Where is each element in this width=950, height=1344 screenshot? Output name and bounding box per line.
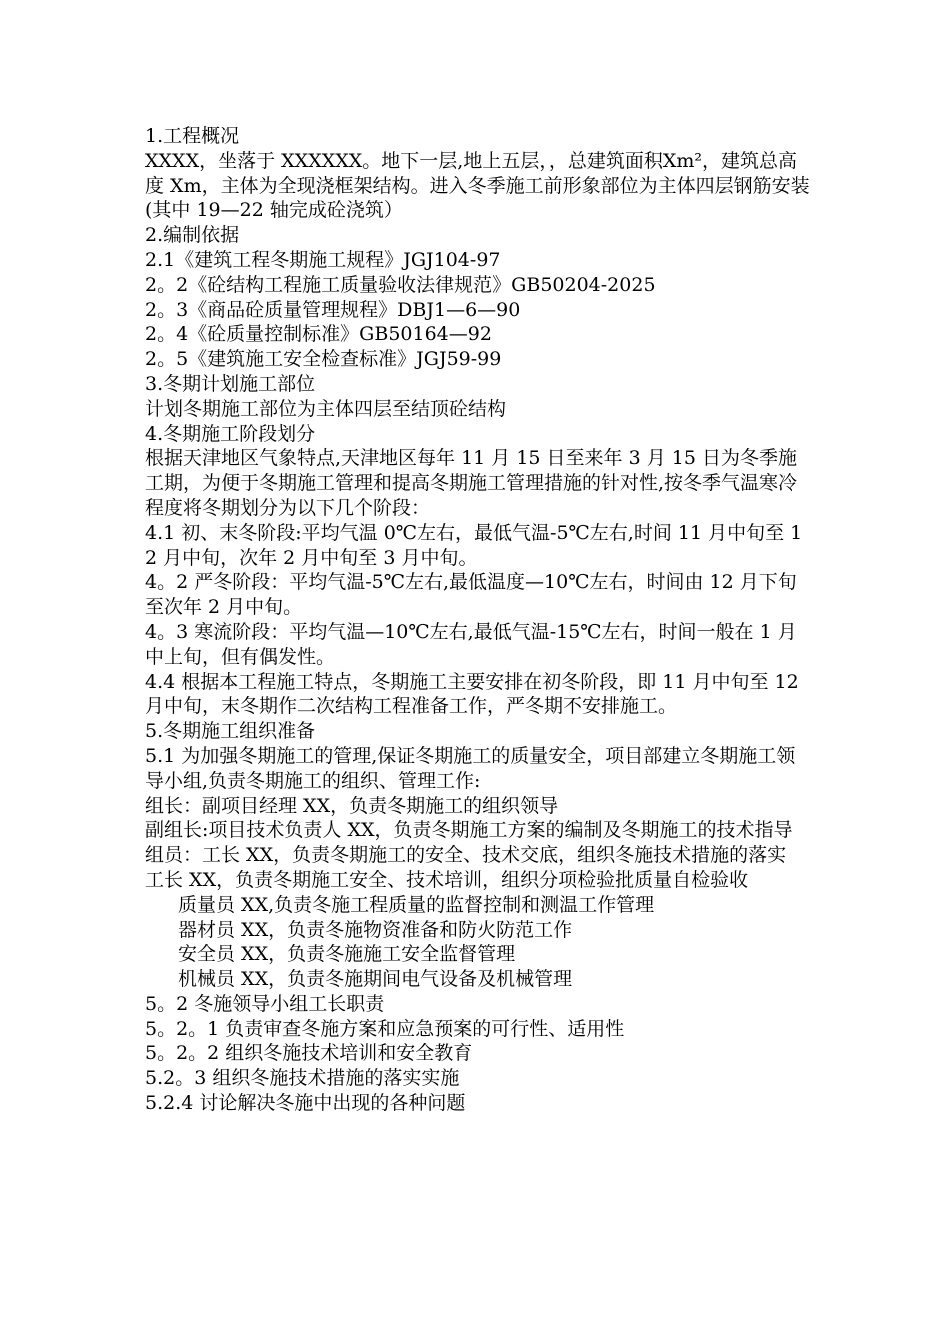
document-paragraph: 安全员 XX，负责冬施施工安全监督管理 (178, 943, 516, 966)
document-paragraph: 4.1 初、末冬阶段:平均气温 0℃左右，最低气温-5℃左右,时间 11 月中旬至 12 月中旬，次年 2 月中旬至 3 月中旬。 (145, 521, 803, 569)
document-body (145, 124, 810, 1116)
document-paragraph: 1.工程概况 (145, 125, 240, 147)
document-paragraph: 4。3 寒流阶段：平均气温—10℃左右,最低气温-15℃左右，时间一般在 1 月中上旬，但有偶发性。 (145, 620, 797, 668)
document-paragraph: 5.2.4 讨论解决冬施中出现的各种问题 (145, 1092, 466, 1115)
document-paragraph: XXXX，坐落于 XXXXXX。地下一层,地上五层，，总建筑面积Xm²，建筑总高度 Xm，主体为全现浇框架结构。进入冬季施工前形象部位为主体四层钢筋安装(其中 19—22 轴完成砼浇筑） (145, 149, 810, 222)
document-paragraph: 副组长:项目技术负责人 XX，负责冬期施工方案的编制及冬期施工的技术指导 (145, 819, 793, 842)
document-paragraph: 2。5《建筑施工安全检查标准》JGJ59-99 (145, 348, 502, 371)
document-paragraph: 5。2。2 组织冬施技术培训和安全教育 (145, 1042, 473, 1065)
document-paragraph: 工长 XX，负责冬期施工安全、技术培训，组织分项检验批质量自检验收 (145, 868, 749, 891)
document-paragraph: 计划冬期施工部位为主体四层至结顶砼结构 (145, 397, 507, 420)
document-paragraph: 2。4《砼质量控制标准》GB50164—92 (145, 323, 492, 346)
document-paragraph: 5.1 为加强冬期施工的管理,保证冬期施工的质量安全，项目部建立冬期施工领导小组,负责冬期施工的组织、管理工作: (145, 744, 796, 792)
document-paragraph: 2.1《建筑工程冬期施工规程》JGJ104-97 (145, 248, 501, 271)
document-paragraph: 器材员 XX，负责冬施物资准备和防火防范工作 (178, 918, 573, 941)
document-paragraph: 4.冬期施工阶段划分 (145, 422, 316, 445)
document-paragraph: 4.4 根据本工程施工特点，冬期施工主要安排在初冬阶段，即 11 月中旬至 12 月中旬，末冬期作二次结构工程准备工作，严冬期不安排施工。 (145, 670, 799, 718)
document-paragraph: 机械员 XX，负责冬施期间电气设备及机械管理 (178, 968, 573, 991)
document-paragraph: 3.冬期计划施工部位 (145, 372, 316, 395)
document-paragraph: 4。2 严冬阶段：平均气温-5℃左右,最低温度—10℃左右，时间由 12 月下旬至次年 2 月中旬。 (145, 571, 797, 619)
document-paragraph: 2.编制依据 (145, 224, 240, 247)
document-paragraph: 5.冬期施工组织准备 (145, 720, 316, 743)
document-paragraph: 5。2 冬施领导小组工长职责 (145, 992, 385, 1015)
document-paragraph: 根据天津地区气象特点,天津地区每年 11 月 15 日至来年 3 月 15 日为冬季施工期，为便于冬期施工管理和提高冬期施工管理措施的针对性,按冬季气温寒冷程度将冬期划分为以下几个阶段： (145, 447, 798, 519)
document-paragraph: 5.2。3 组织冬施技术措施的落实实施 (145, 1067, 460, 1090)
document-paragraph: 组员：工长 XX，负责冬期施工的安全、技术交底，组织冬施技术措施的落实 (145, 844, 787, 867)
document-paragraph: 5。2。1 负责审查冬施方案和应急预案的可行性、适用性 (145, 1017, 625, 1040)
document-paragraph: 2。2《砼结构工程施工质量验收法律规范》GB50204-2025 (145, 273, 656, 296)
document-paragraph: 2。3《商品砼质量管理规程》DBJ1—6—90 (145, 298, 521, 321)
document-paragraph: 组长：副项目经理 XX，负责冬期施工的组织领导 (145, 794, 559, 817)
document-paragraph: 质量员 XX,负责冬施工程质量的监督控制和测温工作管理 (178, 893, 655, 916)
